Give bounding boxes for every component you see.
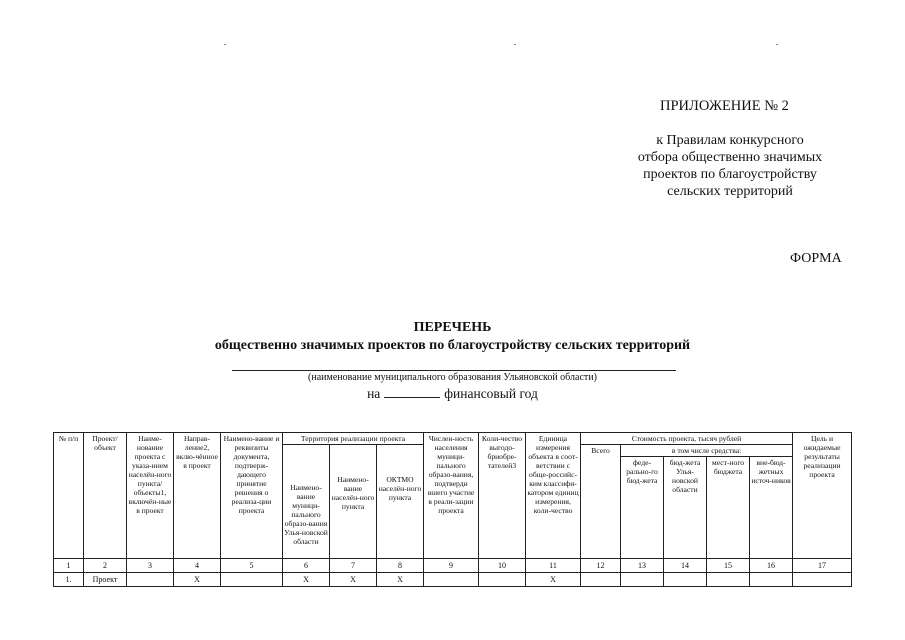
column-number: 7 bbox=[330, 559, 377, 573]
column-number: 17 bbox=[793, 559, 852, 573]
row-cell bbox=[424, 573, 479, 587]
column-number: 8 bbox=[377, 559, 424, 573]
column-number: 9 bbox=[424, 559, 479, 573]
fiscal-year-line bbox=[0, 386, 905, 402]
annex-line: к Правилам конкурсного bbox=[656, 133, 804, 148]
header-local: мест-ного бюджета bbox=[707, 457, 750, 559]
header-beneficiaries: Коли-чество выгодо-бриобре-тателей3 bbox=[479, 433, 526, 559]
row-cell bbox=[793, 573, 852, 587]
annex-reference bbox=[600, 132, 860, 200]
year-prefix: на bbox=[367, 386, 381, 401]
projects-table bbox=[53, 432, 852, 587]
row-cell: 1. bbox=[54, 573, 84, 587]
column-numbers-row bbox=[54, 559, 852, 573]
row-cell bbox=[581, 573, 621, 587]
annex-line: отбора общественно значимых bbox=[637, 150, 823, 165]
row-cell bbox=[750, 573, 793, 587]
municipality-caption: (наименование муниципального образования Ульяновской области) bbox=[308, 372, 597, 383]
header-goal: Цель и ожидаемые результаты реализации проекта bbox=[793, 433, 852, 559]
scan-mark bbox=[776, 44, 778, 45]
header-settlement: Наимено-вание населён-ного пункта bbox=[330, 445, 377, 559]
column-number: 13 bbox=[621, 559, 664, 573]
table-row bbox=[54, 573, 852, 587]
column-number: 10 bbox=[479, 559, 526, 573]
header-cost: Стоимость проекта, тысяч рублей bbox=[581, 433, 793, 445]
document-title: ПЕРЕЧЕНЬ bbox=[413, 320, 492, 335]
header-project-name: Наиме-нование проекта с указа-нием населён-ного пункта/ объекты1, включён-ные в проект bbox=[127, 433, 174, 559]
document-subtitle: общественно значимых проектов по благоустройству сельских территорий bbox=[214, 338, 691, 353]
row-cell bbox=[127, 573, 174, 587]
form-label: ФОРМА bbox=[790, 251, 842, 266]
scan-mark bbox=[224, 44, 226, 45]
header-oktmo: ОКТМО населён-ного пункта bbox=[377, 445, 424, 559]
row-cell bbox=[621, 573, 664, 587]
municipality-fill-line bbox=[232, 370, 676, 371]
column-number: 5 bbox=[221, 559, 283, 573]
year-blank bbox=[384, 387, 440, 398]
header-including: в том числе средства: bbox=[621, 445, 793, 457]
column-number: 4 bbox=[174, 559, 221, 573]
row-cell: Проект bbox=[84, 573, 127, 587]
header-unit: Единица измерения объекта в соот-ветствии с обще-российс-ким классифи-катором единиц измерения, коли-чество bbox=[526, 433, 581, 559]
header-direction: Направ-ление2, вклю-чённое в проект bbox=[174, 433, 221, 559]
header-document: Наимено-вание и реквизиты документа, подтверж-дающего принятие решения о реализа-ции проекта bbox=[221, 433, 283, 559]
column-number: 2 bbox=[84, 559, 127, 573]
header-project-object: Проект/ объект bbox=[84, 433, 127, 559]
header-municipality: Наимено-вание муници-пального образо-вания Улья-новской области bbox=[283, 445, 330, 559]
row-cell: Х bbox=[526, 573, 581, 587]
header-federal: феде-рально-го бюд-жета bbox=[621, 457, 664, 559]
row-cell bbox=[664, 573, 707, 587]
row-cell bbox=[479, 573, 526, 587]
row-cell: Х bbox=[377, 573, 424, 587]
column-number: 15 bbox=[707, 559, 750, 573]
row-cell bbox=[707, 573, 750, 587]
column-number: 16 bbox=[750, 559, 793, 573]
header-regional: бюд-жета Улья-новской области bbox=[664, 457, 707, 559]
annex-line: сельских территорий bbox=[667, 184, 793, 199]
column-number: 12 bbox=[581, 559, 621, 573]
row-cell: Х bbox=[174, 573, 221, 587]
year-suffix: финансовый год bbox=[444, 386, 538, 401]
header-population: Числен-ность населения муници-пального образо-вания, подтверди вшего участие в реали-зации проекта bbox=[424, 433, 479, 559]
annex-title: ПРИЛОЖЕНИЕ № 2 bbox=[660, 98, 789, 114]
scan-mark bbox=[514, 44, 516, 45]
row-cell: Х bbox=[330, 573, 377, 587]
row-cell bbox=[221, 573, 283, 587]
column-number: 6 bbox=[283, 559, 330, 573]
column-number: 14 bbox=[664, 559, 707, 573]
header-territory: Территория реализации проекта bbox=[283, 433, 424, 445]
column-number: 11 bbox=[526, 559, 581, 573]
annex-line: проектов по благоустройству bbox=[643, 167, 817, 182]
row-cell: Х bbox=[283, 573, 330, 587]
header-number: № п/п bbox=[54, 433, 84, 559]
column-number: 1 bbox=[54, 559, 84, 573]
header-total: Всего bbox=[581, 445, 621, 559]
column-number: 3 bbox=[127, 559, 174, 573]
header-extrabudgetary: вне-бюд-жетных источ-ников bbox=[750, 457, 793, 559]
